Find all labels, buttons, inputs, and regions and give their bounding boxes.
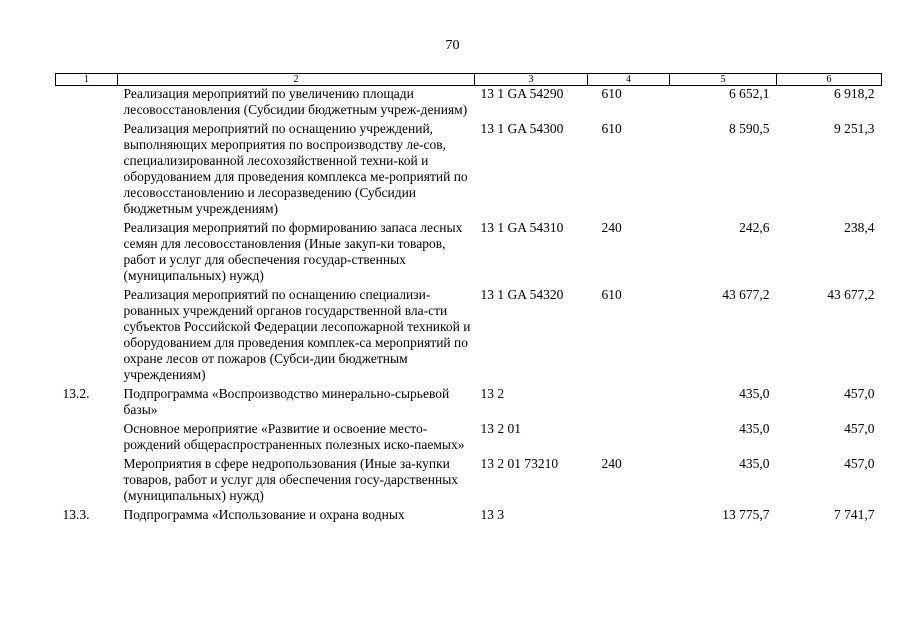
row-code: 13 1 GA 54300 xyxy=(480,121,564,136)
table-row xyxy=(56,507,882,526)
row-expense-type: 240 xyxy=(601,220,622,235)
row-code: 13 1 GA 54290 xyxy=(480,86,564,101)
row-value-year2: 43 677,2 xyxy=(827,287,875,302)
row-expense-type: 240 xyxy=(601,456,622,471)
row-code: 13 1 GA 54320 xyxy=(480,287,564,302)
row-value-year2: 7 741,7 xyxy=(834,507,875,522)
row-code: 13 2 xyxy=(480,386,505,401)
row-value-year2: 457,0 xyxy=(844,421,875,436)
row-name: Реализация мероприятий по оснащению учреждений, выполняющих мероприятия по воспроизводству ле-сов, специализированной лесохозяйственной техни-кой и оборудованием для проведения комплекса ме-роприятий по лесовосстановлению и лесоразведению (Субсидии бюджетным учреждениям) xyxy=(123,121,468,216)
row-name: Реализация мероприятий по оснащению специализи-рованных учреждений органов государственной вла-сти субъектов Российской Федерации лесопожарной техникой и оборудованием для проведения комплек-са мероприятий по охране лесов от пожаров (Субси-дии бюджетным учреждениям) xyxy=(123,287,471,382)
row-value-year1: 43 677,2 xyxy=(722,287,770,302)
column-number-header xyxy=(56,74,882,86)
column-number-6: 6 xyxy=(777,74,882,86)
column-number-3: 3 xyxy=(475,74,588,86)
row-expense-type xyxy=(588,421,670,456)
row-expense-type: 610 xyxy=(601,121,622,136)
table-row xyxy=(56,456,882,507)
table-row xyxy=(56,386,882,421)
row-name: Подпрограмма «Воспроизводство минерально-сырьевой базы» xyxy=(123,386,450,417)
row-number xyxy=(56,456,118,507)
row-value-year1: 242,6 xyxy=(739,220,770,235)
row-name: Подпрограмма «Использование и охрана водных xyxy=(123,507,405,522)
row-value-year2: 6 918,2 xyxy=(834,86,875,101)
row-number: 13.3. xyxy=(62,507,90,522)
table-row xyxy=(56,220,882,287)
page-number: 70 xyxy=(445,38,460,53)
row-expense-type xyxy=(588,386,670,421)
row-value-year1: 13 775,7 xyxy=(722,507,770,522)
table-row xyxy=(56,121,882,220)
row-number xyxy=(56,287,118,386)
row-number xyxy=(56,121,118,220)
table-row xyxy=(56,287,882,386)
row-value-year1: 435,0 xyxy=(739,421,770,436)
row-name: Мероприятия в сфере недропользования (Иные за-купки товаров, работ и услуг для обеспечения госу-дарственных (муниципальных) нужд) xyxy=(123,456,459,503)
column-number-4: 4 xyxy=(588,74,670,86)
row-value-year2: 457,0 xyxy=(844,386,875,401)
row-name: Основное мероприятие «Развитие и освоение место-рождений общераспространенных полезных иско-паемых» xyxy=(123,421,465,452)
row-expense-type xyxy=(588,507,670,526)
column-number-5: 5 xyxy=(670,74,777,86)
column-number-2: 2 xyxy=(118,74,475,86)
column-number-1: 1 xyxy=(56,74,118,86)
row-number xyxy=(56,421,118,456)
row-value-year1: 435,0 xyxy=(739,386,770,401)
budget-table xyxy=(55,73,882,526)
row-number: 13.2. xyxy=(62,386,90,401)
row-number xyxy=(56,86,118,122)
row-code: 13 2 01 xyxy=(480,421,521,436)
row-value-year1: 6 652,1 xyxy=(729,86,770,101)
row-value-year2: 457,0 xyxy=(844,456,875,471)
row-code: 13 3 xyxy=(480,507,505,522)
row-code: 13 2 01 73210 xyxy=(480,456,559,471)
table-row xyxy=(56,421,882,456)
row-value-year2: 9 251,3 xyxy=(834,121,875,136)
row-value-year1: 8 590,5 xyxy=(729,121,770,136)
row-expense-type: 610 xyxy=(601,287,622,302)
table-row xyxy=(56,86,882,122)
row-code: 13 1 GA 54310 xyxy=(480,220,564,235)
row-value-year1: 435,0 xyxy=(739,456,770,471)
row-expense-type: 610 xyxy=(601,86,622,101)
row-value-year2: 238,4 xyxy=(844,220,875,235)
row-number xyxy=(56,220,118,287)
row-name: Реализация мероприятий по формированию запаса лесных семян для лесовосстановления (Иные закуп-ки товаров, работ и услуг для обеспечения государ-ственных (муниципальных) нужд) xyxy=(123,220,463,283)
row-name: Реализация мероприятий по увеличению площади лесовосстановления (Субсидии бюджетным учреж-дениям) xyxy=(123,86,468,117)
